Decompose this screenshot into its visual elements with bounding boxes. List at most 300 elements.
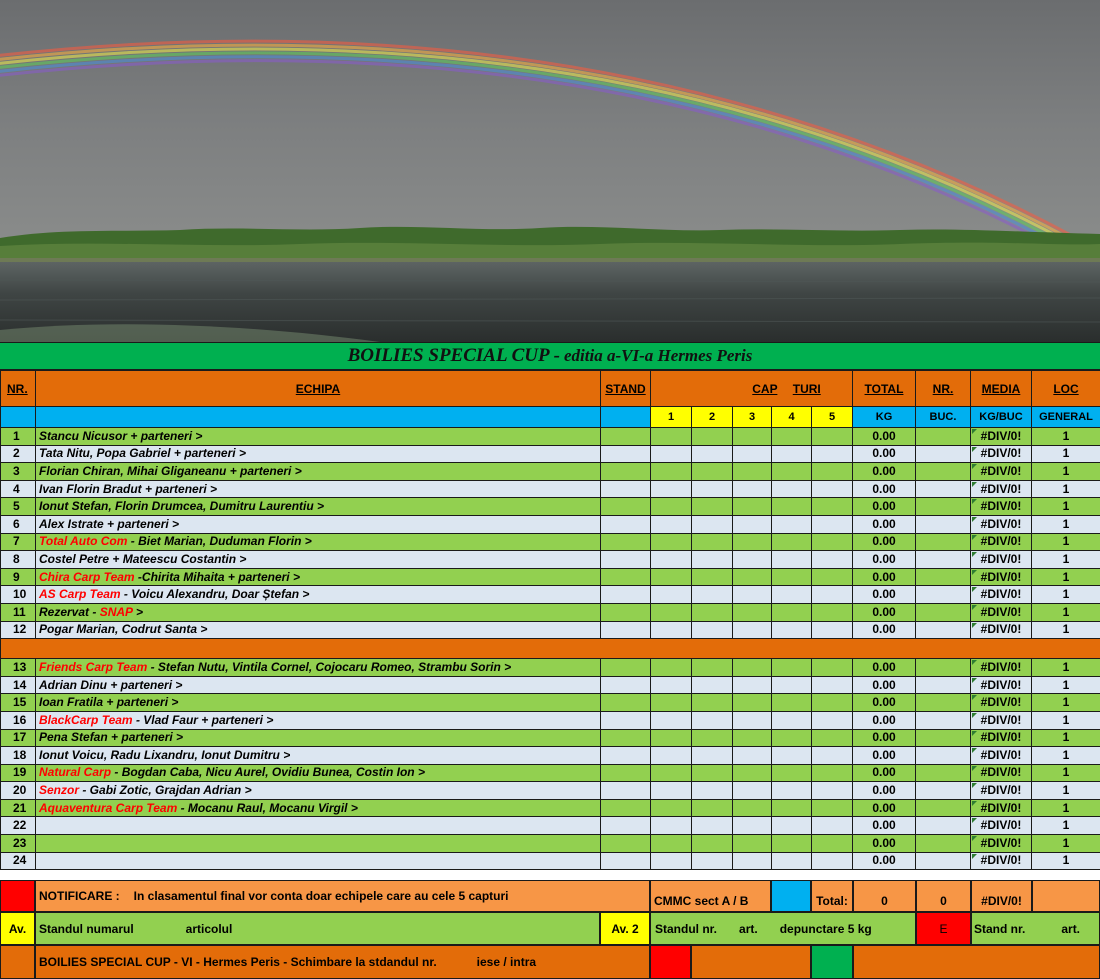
row-nr: 8 [1, 551, 36, 569]
table-row [1, 515, 1100, 533]
row-team [36, 799, 601, 817]
row-catch-5[interactable] [812, 782, 853, 800]
row-media: #DIV/0! [971, 533, 1032, 551]
row-catch-3[interactable] [733, 659, 772, 677]
row-team [36, 729, 601, 747]
row-nr: 22 [1, 817, 36, 835]
row-total: 0.00 [853, 747, 916, 765]
row-catch-5[interactable] [812, 659, 853, 677]
team-members: - Voicu Alexandru, Doar Ștefan > [120, 587, 310, 602]
row-buc[interactable] [916, 480, 971, 498]
row-catch-1[interactable] [651, 463, 692, 481]
row-catch-1[interactable] [651, 603, 692, 621]
row-loc: 1 [1032, 621, 1100, 639]
row-stand[interactable] [601, 676, 651, 694]
row-catch-1[interactable] [651, 586, 692, 604]
rainbow-lake-photo [0, 0, 1100, 342]
row-team [36, 764, 601, 782]
row-catch-1[interactable] [651, 445, 692, 463]
row-team [36, 480, 601, 498]
team-members: Adrian Dinu + parteneri > [39, 677, 183, 692]
row-catch-4[interactable] [772, 835, 812, 853]
row-catch-3[interactable] [733, 463, 772, 481]
row-loc: 1 [1032, 852, 1100, 870]
row-team [36, 852, 601, 870]
row-catch-4[interactable] [772, 676, 812, 694]
row-total: 0.00 [853, 659, 916, 677]
row-catch-1[interactable] [651, 817, 692, 835]
row-catch-4[interactable] [772, 729, 812, 747]
team-extra-red: SNAP [99, 604, 133, 619]
row-loc: 1 [1032, 764, 1100, 782]
art-text: articolul [185, 921, 233, 936]
av1-label: Av. [0, 912, 35, 945]
row-buc[interactable] [916, 799, 971, 817]
row-media: #DIV/0! [971, 621, 1032, 639]
row-stand[interactable] [601, 747, 651, 765]
row-media: #DIV/0! [971, 551, 1032, 569]
row-catch-2[interactable] [692, 729, 733, 747]
row-media: #DIV/0! [971, 835, 1032, 853]
row-catch-4[interactable] [772, 852, 812, 870]
row-catch-4[interactable] [772, 445, 812, 463]
row-catch-1[interactable] [651, 480, 692, 498]
row-catch-3[interactable] [733, 445, 772, 463]
row-stand[interactable] [601, 799, 651, 817]
row-loc: 1 [1032, 799, 1100, 817]
row-stand[interactable] [601, 711, 651, 729]
row-catch-5[interactable] [812, 515, 853, 533]
table-row [1, 817, 1100, 835]
row-catch-3[interactable] [733, 480, 772, 498]
row-catch-4[interactable] [772, 586, 812, 604]
total-value: 0 [853, 880, 916, 912]
row-media: #DIV/0! [971, 747, 1032, 765]
row-team [36, 659, 601, 677]
team-members: Florian Chiran, Mihai Gliganeanu + parteneri > [39, 463, 302, 478]
team-members: Alex Istrate + parteneri > [39, 516, 180, 531]
row-catch-1[interactable] [651, 799, 692, 817]
row-catch-2[interactable] [692, 659, 733, 677]
row-catch-3[interactable] [733, 676, 772, 694]
row-catch-5[interactable] [812, 799, 853, 817]
art2-text: art. [739, 921, 758, 936]
row-stand[interactable] [601, 428, 651, 446]
row-catch-3[interactable] [733, 551, 772, 569]
table-row [1, 729, 1100, 747]
row-loc: 1 [1032, 445, 1100, 463]
row-buc[interactable] [916, 621, 971, 639]
team-name: Friends Carp Team [39, 659, 148, 674]
row-stand[interactable] [601, 729, 651, 747]
table-row [1, 694, 1100, 712]
row-catch-2[interactable] [692, 445, 733, 463]
header-photo [0, 0, 1100, 342]
col-total: TOTAL [853, 371, 916, 407]
row-catch-4[interactable] [772, 551, 812, 569]
row-catch-5[interactable] [812, 568, 853, 586]
row-buc[interactable] [916, 515, 971, 533]
row-buc[interactable] [916, 764, 971, 782]
row-catch-5[interactable] [812, 586, 853, 604]
round-3: 3 [733, 407, 772, 428]
team-name: Chira Carp Team [39, 569, 135, 584]
row-total: 0.00 [853, 676, 916, 694]
av2-label: Av. 2 [600, 912, 650, 945]
row-loc: 1 [1032, 498, 1100, 516]
stand-text: Standul numarul [39, 921, 134, 936]
cmmc-blue-marker [771, 880, 811, 912]
row-catch-3[interactable] [733, 711, 772, 729]
team-members: Ivan Florin Bradut + parteneri > [39, 481, 218, 496]
row-catch-4[interactable] [772, 799, 812, 817]
row-buc[interactable] [916, 747, 971, 765]
row-stand[interactable] [601, 463, 651, 481]
row-catch-2[interactable] [692, 586, 733, 604]
row-catch-4[interactable] [772, 428, 812, 446]
row-team [36, 568, 601, 586]
team-name: Total Auto Com [39, 534, 128, 549]
row-total: 0.00 [853, 533, 916, 551]
table-row [1, 852, 1100, 870]
row-catch-5[interactable] [812, 711, 853, 729]
row-catch-3[interactable] [733, 747, 772, 765]
row-catch-2[interactable] [692, 799, 733, 817]
row-buc[interactable] [916, 586, 971, 604]
row-team [36, 586, 601, 604]
row-stand[interactable] [601, 659, 651, 677]
row-catch-3[interactable] [733, 764, 772, 782]
row-catch-3[interactable] [733, 515, 772, 533]
row-catch-5[interactable] [812, 463, 853, 481]
row-catch-5[interactable] [812, 445, 853, 463]
row-catch-2[interactable] [692, 551, 733, 569]
row-stand[interactable] [601, 568, 651, 586]
row-catch-5[interactable] [812, 621, 853, 639]
row-stand[interactable] [601, 694, 651, 712]
row-total: 0.00 [853, 711, 916, 729]
row-catch-2[interactable] [692, 764, 733, 782]
row-catch-3[interactable] [733, 835, 772, 853]
row-media: #DIV/0! [971, 463, 1032, 481]
row-catch-1[interactable] [651, 515, 692, 533]
team-members: - Biet Marian, Duduman Florin > [127, 534, 312, 549]
row-catch-2[interactable] [692, 676, 733, 694]
unit-kg: KG [853, 407, 916, 428]
row-catch-5[interactable] [812, 498, 853, 516]
row-team [36, 782, 601, 800]
row-catch-2[interactable] [692, 817, 733, 835]
table-row [1, 586, 1100, 604]
row-catch-5[interactable] [812, 533, 853, 551]
row-catch-1[interactable] [651, 694, 692, 712]
row-catch-1[interactable] [651, 835, 692, 853]
row-nr: 13 [1, 659, 36, 677]
row-buc[interactable] [916, 445, 971, 463]
row-catch-5[interactable] [812, 428, 853, 446]
title-sub: editia a-VI-a Hermes Peris [563, 346, 753, 365]
row-team [36, 533, 601, 551]
table-row [1, 428, 1100, 446]
row-total: 0.00 [853, 551, 916, 569]
row-nr: 19 [1, 764, 36, 782]
row-catch-3[interactable] [733, 852, 772, 870]
row-nr: 6 [1, 515, 36, 533]
iese-text: iese / intra [476, 955, 537, 969]
row-buc[interactable] [916, 498, 971, 516]
row-stand[interactable] [601, 551, 651, 569]
row-loc: 1 [1032, 568, 1100, 586]
row-catch-5[interactable] [812, 694, 853, 712]
row-buc[interactable] [916, 676, 971, 694]
row-stand[interactable] [601, 817, 651, 835]
team-members: Pena Stefan + parteneri > [39, 730, 184, 745]
team-members: Ionut Voicu, Radu Lixandru, Ionut Dumitru > [39, 747, 291, 762]
row-catch-3[interactable] [733, 603, 772, 621]
table-row [1, 835, 1100, 853]
table-row [1, 480, 1100, 498]
row-catch-4[interactable] [772, 533, 812, 551]
row-loc: 1 [1032, 694, 1100, 712]
row-loc: 1 [1032, 817, 1100, 835]
team-members: -Chirita Mihaita + parteneri > [134, 569, 300, 584]
row-catch-5[interactable] [812, 764, 853, 782]
row-media: #DIV/0! [971, 852, 1032, 870]
row-catch-3[interactable] [733, 568, 772, 586]
row-catch-4[interactable] [772, 498, 812, 516]
row-catch-2[interactable] [692, 428, 733, 446]
row-catch-4[interactable] [772, 621, 812, 639]
row-catch-1[interactable] [651, 659, 692, 677]
row-buc[interactable] [916, 568, 971, 586]
row-team [36, 515, 601, 533]
round-2: 2 [692, 407, 733, 428]
row-catch-5[interactable] [812, 835, 853, 853]
row-catch-5[interactable] [812, 676, 853, 694]
row-loc: 1 [1032, 463, 1100, 481]
row-catch-1[interactable] [651, 551, 692, 569]
row-catch-1[interactable] [651, 568, 692, 586]
row-catch-2[interactable] [692, 835, 733, 853]
row-catch-5[interactable] [812, 480, 853, 498]
row-stand[interactable] [601, 835, 651, 853]
row-stand[interactable] [601, 782, 651, 800]
row-nr: 23 [1, 835, 36, 853]
row-nr: 4 [1, 480, 36, 498]
row-buc[interactable] [916, 782, 971, 800]
unit-general: GENERAL [1032, 407, 1100, 428]
row-catch-5[interactable] [812, 603, 853, 621]
row-catch-1[interactable] [651, 852, 692, 870]
row-loc: 1 [1032, 533, 1100, 551]
row-catch-2[interactable] [692, 498, 733, 516]
row-total: 0.00 [853, 782, 916, 800]
row-team [36, 551, 601, 569]
row-media: #DIV/0! [971, 603, 1032, 621]
row-catch-5[interactable] [812, 729, 853, 747]
row-catch-3[interactable] [733, 586, 772, 604]
row-catch-4[interactable] [772, 694, 812, 712]
col-echipa: ECHIPA [36, 371, 601, 407]
row-stand[interactable] [601, 498, 651, 516]
row-nr: 11 [1, 603, 36, 621]
row-stand[interactable] [601, 445, 651, 463]
row-catch-4[interactable] [772, 515, 812, 533]
row-catch-2[interactable] [692, 568, 733, 586]
section-separator [1, 639, 1100, 659]
row-loc: 1 [1032, 515, 1100, 533]
row-loc: 1 [1032, 782, 1100, 800]
row-catch-3[interactable] [733, 817, 772, 835]
change-green-marker [811, 945, 853, 979]
row-catch-3[interactable] [733, 729, 772, 747]
row-catch-2[interactable] [692, 463, 733, 481]
row-loc: 1 [1032, 747, 1100, 765]
row-catch-2[interactable] [692, 852, 733, 870]
row-team [36, 428, 601, 446]
row-catch-1[interactable] [651, 676, 692, 694]
row-catch-1[interactable] [651, 498, 692, 516]
row-catch-2[interactable] [692, 480, 733, 498]
row-media: #DIV/0! [971, 799, 1032, 817]
cmmc-label: CMMC sect A / B [650, 880, 771, 912]
team-members: Costel Petre + Mateescu Costantin > [39, 551, 247, 566]
row-stand[interactable] [601, 852, 651, 870]
row-catch-1[interactable] [651, 621, 692, 639]
table-row [1, 498, 1100, 516]
row-catch-3[interactable] [733, 694, 772, 712]
row-catch-1[interactable] [651, 533, 692, 551]
row-catch-2[interactable] [692, 621, 733, 639]
row-catch-4[interactable] [772, 603, 812, 621]
row-total: 0.00 [853, 817, 916, 835]
col-turi: TURI [792, 381, 821, 396]
col-nr-buc: NR. [916, 371, 971, 407]
row-media: #DIV/0! [971, 817, 1032, 835]
row-stand[interactable] [601, 603, 651, 621]
row-catch-3[interactable] [733, 782, 772, 800]
row-stand[interactable] [601, 586, 651, 604]
row-buc[interactable] [916, 694, 971, 712]
row-buc[interactable] [916, 603, 971, 621]
row-total: 0.00 [853, 586, 916, 604]
row-catch-2[interactable] [692, 747, 733, 765]
row-catch-1[interactable] [651, 782, 692, 800]
row-total: 0.00 [853, 603, 916, 621]
row-buc[interactable] [916, 463, 971, 481]
row-catch-3[interactable] [733, 799, 772, 817]
row-catch-3[interactable] [733, 498, 772, 516]
change-red-marker [650, 945, 691, 979]
row-stand[interactable] [601, 533, 651, 551]
row-catch-4[interactable] [772, 480, 812, 498]
row-buc[interactable] [916, 551, 971, 569]
results-table [0, 370, 1100, 870]
row-media: #DIV/0! [971, 764, 1032, 782]
row-catch-5[interactable] [812, 852, 853, 870]
row-buc[interactable] [916, 852, 971, 870]
row-nr: 3 [1, 463, 36, 481]
row-catch-2[interactable] [692, 782, 733, 800]
team-extra: > [132, 604, 143, 619]
row-loc: 1 [1032, 586, 1100, 604]
row-team [36, 498, 601, 516]
row-catch-4[interactable] [772, 568, 812, 586]
row-buc[interactable] [916, 729, 971, 747]
row-stand[interactable] [601, 515, 651, 533]
row-catch-4[interactable] [772, 711, 812, 729]
row-catch-1[interactable] [651, 729, 692, 747]
row-catch-2[interactable] [692, 711, 733, 729]
row-catch-4[interactable] [772, 659, 812, 677]
row-total: 0.00 [853, 621, 916, 639]
row-catch-4[interactable] [772, 747, 812, 765]
row-media: #DIV/0! [971, 676, 1032, 694]
row-catch-3[interactable] [733, 533, 772, 551]
table-row [1, 621, 1100, 639]
row-catch-2[interactable] [692, 515, 733, 533]
table-row [1, 676, 1100, 694]
notice-box [35, 880, 650, 912]
row-buc[interactable] [916, 835, 971, 853]
table-row [1, 799, 1100, 817]
row-buc[interactable] [916, 817, 971, 835]
row-catch-1[interactable] [651, 764, 692, 782]
row-catch-1[interactable] [651, 747, 692, 765]
team-members: Ioan Fratila + parteneri > [39, 695, 179, 710]
notice-label: NOTIFICARE : [39, 889, 120, 903]
row-catch-1[interactable] [651, 711, 692, 729]
round-4: 4 [772, 407, 812, 428]
table-row [1, 764, 1100, 782]
row-catch-3[interactable] [733, 428, 772, 446]
row-buc[interactable] [916, 711, 971, 729]
row-team [36, 817, 601, 835]
row-catch-4[interactable] [772, 782, 812, 800]
row-loc: 1 [1032, 428, 1100, 446]
row-catch-2[interactable] [692, 603, 733, 621]
row-catch-2[interactable] [692, 533, 733, 551]
row-buc[interactable] [916, 659, 971, 677]
row-stand[interactable] [601, 621, 651, 639]
row-catch-1[interactable] [651, 428, 692, 446]
row-catch-4[interactable] [772, 817, 812, 835]
row-catch-5[interactable] [812, 747, 853, 765]
row-stand[interactable] [601, 480, 651, 498]
row-nr: 21 [1, 799, 36, 817]
row-total: 0.00 [853, 428, 916, 446]
row-catch-4[interactable] [772, 764, 812, 782]
row-stand[interactable] [601, 764, 651, 782]
row-buc[interactable] [916, 428, 971, 446]
row-catch-5[interactable] [812, 551, 853, 569]
row-total: 0.00 [853, 835, 916, 853]
row-catch-2[interactable] [692, 694, 733, 712]
row-buc[interactable] [916, 533, 971, 551]
row-loc: 1 [1032, 729, 1100, 747]
row-catch-5[interactable] [812, 817, 853, 835]
media-value: #DIV/0! [971, 880, 1032, 912]
title-main: BOILIES SPECIAL CUP - [347, 345, 560, 366]
table-row [1, 533, 1100, 551]
row-nr: 7 [1, 533, 36, 551]
row-catch-3[interactable] [733, 621, 772, 639]
row-team [36, 835, 601, 853]
row-nr: 18 [1, 747, 36, 765]
row-total: 0.00 [853, 480, 916, 498]
subheader-row [1, 407, 1100, 428]
row-catch-4[interactable] [772, 463, 812, 481]
